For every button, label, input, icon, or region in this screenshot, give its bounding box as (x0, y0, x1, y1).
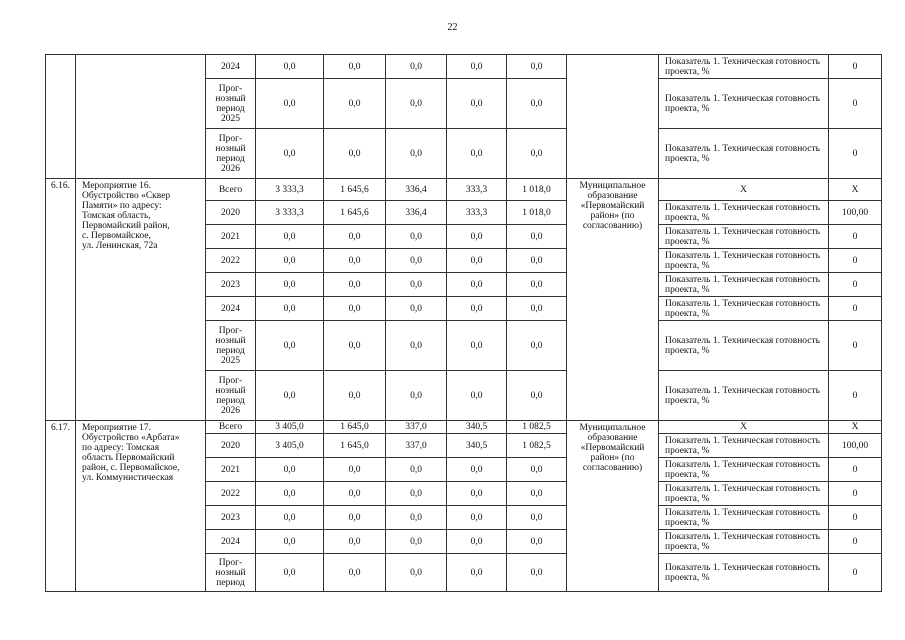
year-cell: 2021 (206, 225, 256, 249)
indicator-value-cell: 0 (829, 458, 882, 482)
table-row (46, 179, 882, 201)
indicator-cell: Показатель 1. Техническая готовность проекта, % (659, 225, 829, 249)
value-cell: 1 645,0 (324, 434, 386, 458)
value-cell: 1 018,0 (507, 201, 567, 225)
year-cell: 2024 (206, 530, 256, 554)
value-cell: 0,0 (386, 506, 447, 530)
year-cell: Всего (206, 179, 256, 201)
value-cell: 0,0 (324, 554, 386, 592)
value-cell: 0,0 (256, 458, 324, 482)
measure-name-cell: Мероприятие 17. Обустройство «Арбата» по адресу: Томская область Первомайский район, с. Первомайское, ул. Коммунистическая (76, 421, 206, 592)
value-cell: 0,0 (507, 225, 567, 249)
value-cell: 0,0 (256, 129, 324, 179)
value-cell: 0,0 (507, 273, 567, 297)
value-cell: 0,0 (507, 79, 567, 129)
indicator-cell: Показатель 1. Техническая готовность проекта, % (659, 554, 829, 592)
indicator-value-cell: 0 (829, 482, 882, 506)
year-cell: 2021 (206, 458, 256, 482)
indicator-value-cell: 0 (829, 225, 882, 249)
value-cell: 0,0 (386, 273, 447, 297)
indicator-value-cell: 0 (829, 321, 882, 371)
value-cell: 0,0 (507, 321, 567, 371)
value-cell: 0,0 (256, 506, 324, 530)
value-cell: 0,0 (324, 79, 386, 129)
value-cell: 1 082,5 (507, 434, 567, 458)
year-cell: 2023 (206, 273, 256, 297)
value-cell: 0,0 (324, 273, 386, 297)
indicator-value-cell: Х (829, 179, 882, 201)
value-cell: 0,0 (507, 249, 567, 273)
executor-cell: Муниципальное образование «Первомайский район» (по согласованию) (567, 179, 659, 421)
value-cell: 3 405,0 (256, 434, 324, 458)
value-cell: 0,0 (507, 371, 567, 421)
indicator-value-cell: 100,00 (829, 201, 882, 225)
value-cell: 3 333,3 (256, 201, 324, 225)
value-cell: 0,0 (324, 530, 386, 554)
value-cell: 0,0 (386, 482, 447, 506)
value-cell: 0,0 (324, 321, 386, 371)
year-cell: 2022 (206, 482, 256, 506)
value-cell: 0,0 (256, 482, 324, 506)
row-number-cell: 6.16. (46, 179, 76, 421)
page-number: 22 (447, 22, 458, 33)
value-cell: 0,0 (324, 55, 386, 79)
year-cell: Прог- нозный период 2025 (206, 321, 256, 371)
value-cell: 0,0 (447, 530, 507, 554)
indicator-cell: Показатель 1. Техническая готовность проекта, % (659, 482, 829, 506)
indicator-cell: Показатель 1. Техническая готовность проекта, % (659, 458, 829, 482)
value-cell: 0,0 (324, 249, 386, 273)
table-row (46, 421, 882, 434)
value-cell: 0,0 (324, 225, 386, 249)
indicator-cell: Показатель 1. Техническая готовность проекта, % (659, 321, 829, 371)
year-cell: Прог- нозный период (206, 554, 256, 592)
value-cell: 0,0 (256, 273, 324, 297)
value-cell: 0,0 (324, 482, 386, 506)
year-cell: 2020 (206, 434, 256, 458)
value-cell: 0,0 (324, 458, 386, 482)
value-cell: 0,0 (256, 297, 324, 321)
indicator-value-cell: 0 (829, 297, 882, 321)
value-cell: 0,0 (507, 482, 567, 506)
year-cell: 2024 (206, 297, 256, 321)
value-cell: 0,0 (386, 297, 447, 321)
value-cell: 336,4 (386, 201, 447, 225)
value-cell: 0,0 (447, 506, 507, 530)
indicator-value-cell: 100,00 (829, 434, 882, 458)
program-table (45, 54, 882, 592)
indicator-value-cell: 0 (829, 506, 882, 530)
table-row (46, 55, 882, 79)
indicator-cell: Показатель 1. Техническая готовность проекта, % (659, 506, 829, 530)
value-cell: 0,0 (386, 530, 447, 554)
indicator-cell: Показатель 1. Техническая готовность проекта, % (659, 201, 829, 225)
value-cell: 0,0 (447, 482, 507, 506)
indicator-cell: Показатель 1. Техническая готовность проекта, % (659, 530, 829, 554)
value-cell: 337,0 (386, 434, 447, 458)
indicator-cell: Показатель 1. Техническая готовность проекта, % (659, 434, 829, 458)
executor-cell (567, 55, 659, 179)
value-cell: 0,0 (256, 554, 324, 592)
value-cell: 0,0 (447, 55, 507, 79)
value-cell: 0,0 (447, 458, 507, 482)
year-cell: 2023 (206, 506, 256, 530)
value-cell: 1 018,0 (507, 179, 567, 201)
row-number-cell: 6.17. (46, 421, 76, 592)
value-cell: 0,0 (386, 225, 447, 249)
indicator-cell: Х (659, 179, 829, 201)
value-cell: 0,0 (447, 273, 507, 297)
indicator-value-cell: 0 (829, 55, 882, 79)
value-cell: 0,0 (386, 249, 447, 273)
value-cell: 340,5 (447, 434, 507, 458)
value-cell: 0,0 (324, 129, 386, 179)
value-cell: 3 333,3 (256, 179, 324, 201)
value-cell: 0,0 (447, 321, 507, 371)
value-cell: 0,0 (507, 297, 567, 321)
year-cell: 2022 (206, 249, 256, 273)
measure-name-cell (76, 55, 206, 179)
value-cell: 0,0 (256, 79, 324, 129)
value-cell: 0,0 (507, 554, 567, 592)
value-cell: 0,0 (256, 321, 324, 371)
indicator-value-cell: 0 (829, 129, 882, 179)
value-cell: 0,0 (447, 79, 507, 129)
value-cell: 0,0 (386, 554, 447, 592)
indicator-value-cell: 0 (829, 273, 882, 297)
value-cell: 0,0 (447, 297, 507, 321)
value-cell: 0,0 (256, 55, 324, 79)
indicator-value-cell: 0 (829, 554, 882, 592)
value-cell: 337,0 (386, 421, 447, 434)
value-cell: 1 645,6 (324, 179, 386, 201)
value-cell: 0,0 (507, 55, 567, 79)
indicator-value-cell: Х (829, 421, 882, 434)
value-cell: 333,3 (447, 201, 507, 225)
value-cell: 0,0 (256, 530, 324, 554)
indicator-cell: Показатель 1. Техническая готовность проекта, % (659, 273, 829, 297)
value-cell: 0,0 (324, 297, 386, 321)
indicator-value-cell: 0 (829, 371, 882, 421)
value-cell: 0,0 (256, 225, 324, 249)
year-cell: Прог- нозный период 2026 (206, 129, 256, 179)
measure-name-cell: Мероприятие 16. Обустройство «Сквер Памяти» по адресу: Томская область, Первомайский район, с. Первомайское, ул. Ленинская, 72а (76, 179, 206, 421)
indicator-cell: Показатель 1. Техническая готовность проекта, % (659, 129, 829, 179)
indicator-cell: Показатель 1. Техническая готовность проекта, % (659, 249, 829, 273)
value-cell: 1 645,0 (324, 421, 386, 434)
value-cell: 1 645,6 (324, 201, 386, 225)
value-cell: 0,0 (447, 554, 507, 592)
value-cell: 0,0 (507, 530, 567, 554)
value-cell: 0,0 (386, 55, 447, 79)
value-cell: 0,0 (507, 458, 567, 482)
value-cell: 0,0 (386, 129, 447, 179)
value-cell: 0,0 (447, 225, 507, 249)
value-cell: 0,0 (386, 371, 447, 421)
year-cell: Всего (206, 421, 256, 434)
value-cell: 0,0 (386, 458, 447, 482)
value-cell: 0,0 (386, 79, 447, 129)
value-cell: 0,0 (256, 249, 324, 273)
indicator-cell: Показатель 1. Техническая готовность проекта, % (659, 371, 829, 421)
value-cell: 3 405,0 (256, 421, 324, 434)
value-cell: 1 082,5 (507, 421, 567, 434)
value-cell: 0,0 (256, 371, 324, 421)
value-cell: 0,0 (507, 506, 567, 530)
value-cell: 0,0 (324, 371, 386, 421)
indicator-value-cell: 0 (829, 79, 882, 129)
executor-cell: Муниципальное образование «Первомайский район» (по согласованию) (567, 421, 659, 592)
value-cell: 336,4 (386, 179, 447, 201)
value-cell: 0,0 (507, 129, 567, 179)
value-cell: 340,5 (447, 421, 507, 434)
year-cell: Прог- нозный период 2025 (206, 79, 256, 129)
indicator-cell: Показатель 1. Техническая готовность проекта, % (659, 79, 829, 129)
value-cell: 0,0 (447, 129, 507, 179)
value-cell: 0,0 (447, 249, 507, 273)
value-cell: 0,0 (447, 371, 507, 421)
indicator-value-cell: 0 (829, 249, 882, 273)
indicator-cell: Показатель 1. Техническая готовность проекта, % (659, 297, 829, 321)
year-cell: 2020 (206, 201, 256, 225)
indicator-value-cell: 0 (829, 530, 882, 554)
value-cell: 0,0 (324, 506, 386, 530)
row-number-cell (46, 55, 76, 179)
indicator-cell: Х (659, 421, 829, 434)
year-cell: 2024 (206, 55, 256, 79)
indicator-cell: Показатель 1. Техническая готовность проекта, % (659, 55, 829, 79)
value-cell: 0,0 (386, 321, 447, 371)
value-cell: 333,3 (447, 179, 507, 201)
year-cell: Прог- нозный период 2026 (206, 371, 256, 421)
